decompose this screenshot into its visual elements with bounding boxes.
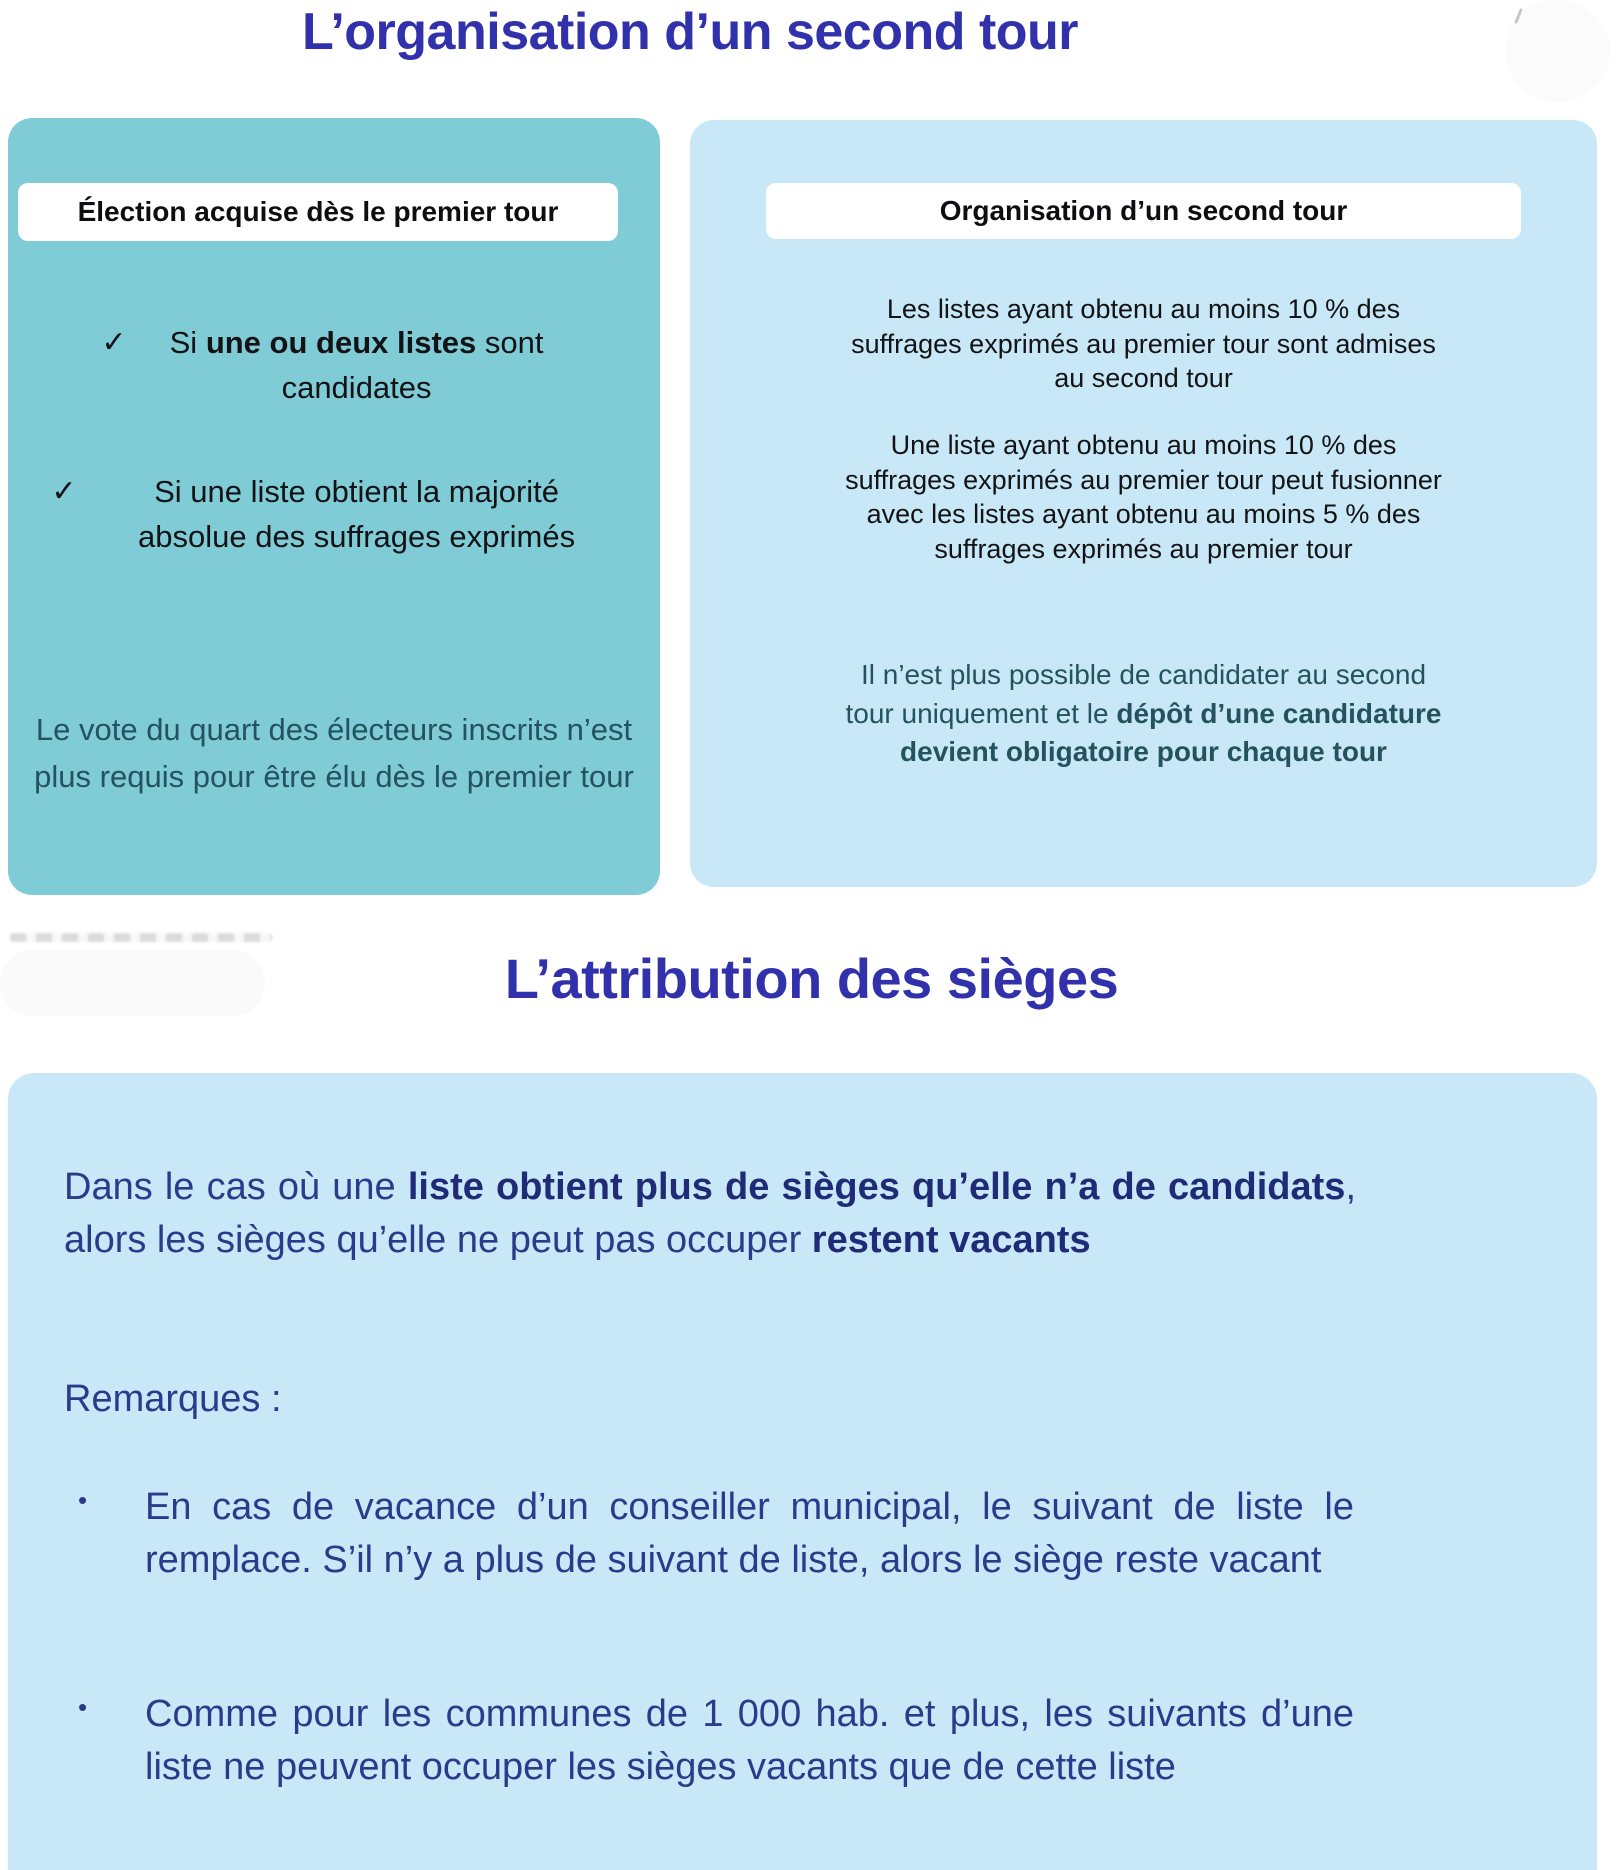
bullet-text: En cas de vacance d’un conseiller municipal, le suivant de liste le remplace. S’il n’y a plus de suivant de liste, alors le siège reste vacant — [145, 1486, 1354, 1582]
first-round-panel-header — [18, 183, 618, 241]
bullet-dot-icon: • — [78, 1485, 88, 1515]
page-title-seat-attribution: L’attribution des sièges — [504, 947, 1119, 1010]
second-round-header-label: Organisation d’un second tour — [939, 195, 1348, 226]
seat-attribution-intro: Dans le cas où une liste obtient plus de sièges qu’elle n’a de candidats, alors les sièges qu’elle ne peut pas occuper restent vacants — [64, 1166, 1356, 1262]
paragraph-mandatory-filing — [690, 656, 1597, 772]
panel-second-round-org — [690, 120, 1597, 887]
panel-first-round-win — [8, 118, 660, 895]
paragraph-text: Il n’est plus possible de candidater au second tour uniquement et le dépôt d’une candidature devient obligatoire pour chaque tour — [845, 659, 1442, 768]
paragraph-text: Une liste ayant obtenu au moins 10 % des suffrages exprimés au premier tour peut fusionner avec les listes ayant obtenu au moins 5 % des suffrages exprimés au premier tour — [845, 430, 1442, 564]
first-round-header-label: Élection acquise dès le premier tour — [77, 196, 559, 227]
checkmark-icon: ✓ — [101, 326, 127, 359]
bullet-dot-icon: • — [78, 1692, 88, 1722]
list-item — [8, 470, 660, 560]
watermark-circle-artifact — [1505, 0, 1610, 102]
panel-seat-attribution — [8, 1073, 1597, 1870]
paragraph-list-fusion — [690, 428, 1597, 566]
list-item — [8, 1481, 1597, 1587]
ghost-text-artifact — [10, 933, 272, 942]
second-round-panel-header — [766, 183, 1521, 239]
list-item — [8, 1688, 1597, 1794]
checkmark-icon: ✓ — [51, 475, 77, 508]
remarks-label: Remarques : — [64, 1378, 282, 1420]
paragraph-text: Les listes ayant obtenu au moins 10 % des suffrages exprimés au premier tour sont admises au second tour — [851, 294, 1436, 394]
check-item-text: Si une ou deux listes sont candidates — [169, 325, 544, 405]
paragraph-admitted-lists — [690, 292, 1597, 396]
page-title-second-tour: L’organisation d’un second tour — [301, 3, 1079, 61]
bullet-text: Comme pour les communes de 1 000 hab. et plus, les suivants d’une liste ne peuvent occuper les sièges vacants que de cette liste — [145, 1693, 1354, 1789]
first-round-footer-note: Le vote du quart des électeurs inscrits n’est plus requis pour être élu dès le premier tour — [34, 712, 634, 794]
check-item-text: Si une liste obtient la majorité absolue des suffrages exprimés — [138, 474, 576, 554]
list-item — [8, 321, 660, 411]
